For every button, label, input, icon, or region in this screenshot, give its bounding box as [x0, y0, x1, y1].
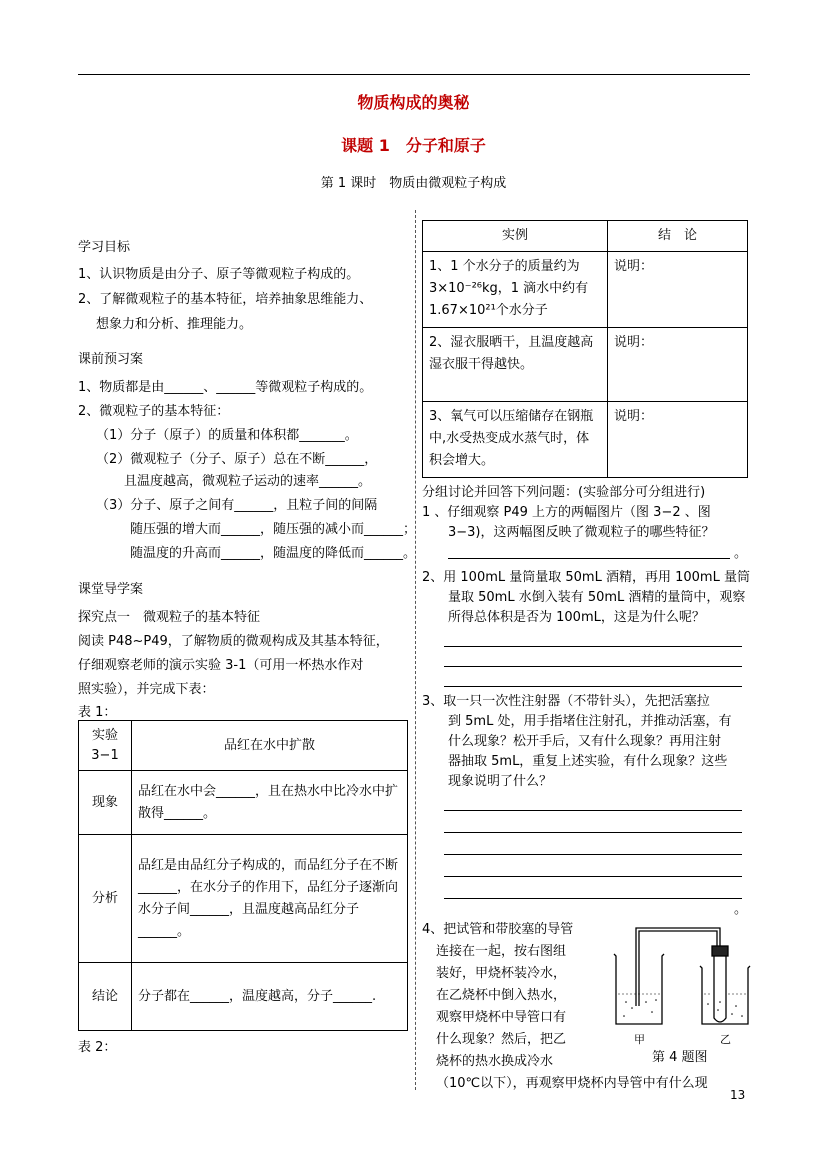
discuss-heading: 分组讨论并回答下列问题：(实验部分可分组进行) — [422, 485, 706, 500]
table1-label: 表 1： — [78, 705, 117, 720]
answer-line — [444, 810, 742, 811]
examples-table — [422, 220, 748, 478]
question-3c: 什么现象？松开手后，又有什么现象？再用注射 — [448, 734, 722, 749]
answer-line — [444, 854, 742, 855]
beaker-yi — [700, 966, 750, 1024]
table2-note: 说明： — [608, 252, 748, 328]
question-4e: 观察甲烧杯中导管口有 — [436, 1010, 567, 1025]
question-4d: 在乙烧杯中倒入热水， — [436, 988, 567, 1003]
read-text-b: 仔细观察老师的演示实验 3-1（可用一杯热水作对 — [78, 658, 364, 673]
question-4h: （10℃以下），再观察甲烧杯内导管中有什么现 — [436, 1076, 708, 1091]
table2-label: 表 2： — [78, 1040, 117, 1055]
question-1b: 3−3)，这两幅图反映了微观粒子的哪些特征？ — [448, 525, 715, 540]
lesson-title: 课题 1 分子和原子 — [341, 136, 486, 155]
question-2c: 所得总体积是否为 100mL，这是为什么呢？ — [448, 610, 705, 625]
rubber-stopper — [712, 946, 728, 956]
figure-label-jia: 甲 — [634, 1033, 645, 1046]
table2-example: 3、氧气可以压缩储存在钢瓶中,水受热变成水蒸气时，体积会增大。 — [423, 402, 608, 478]
table1-header-topic: 品红在水中扩散 — [132, 721, 408, 771]
answer-line — [444, 646, 742, 647]
answer-line — [444, 898, 742, 899]
answer-line — [444, 686, 742, 687]
answer-period: 。 — [734, 902, 748, 917]
explore-heading: 探究点一 微观粒子的基本特征 — [78, 610, 261, 625]
goal-1: 1、认识物质是由分子、原子等微观粒子构成的。 — [78, 267, 360, 282]
goals-heading: 学习目标 — [78, 240, 131, 255]
question-2b: 量取 50mL 水倒入装有 50mL 酒精的量筒中，观察 — [448, 590, 746, 605]
table2-header-example: 实例 — [423, 221, 608, 252]
preview-q2: 2、微观粒子的基本特征： — [78, 404, 230, 419]
read-text-a: 阅读 P48~P49，了解物质的微观构成及其基本特征， — [78, 634, 389, 649]
header-rule — [78, 74, 750, 75]
table1-row-label: 结论 — [79, 963, 132, 1031]
preview-q2-2b: 且温度越高，微观粒子运动的速率______。 — [124, 474, 372, 489]
table2-note: 说明： — [608, 402, 748, 478]
question-4c: 装好，甲烧杯装冷水， — [436, 966, 567, 981]
class-heading: 课堂导学案 — [78, 582, 144, 597]
table2-note: 说明： — [608, 328, 748, 402]
question-4b: 连接在一起，按右图组 — [436, 944, 567, 959]
answer-line — [444, 832, 742, 833]
question-3e: 现象说明了什么？ — [448, 774, 553, 789]
preview-q1: 1、物质都是由______、______等微观粒子构成的。 — [78, 380, 373, 395]
read-text-c: 照实验），并完成下表： — [78, 682, 215, 697]
preview-q2-1: （1）分子（原子）的质量和体积都_______。 — [96, 428, 358, 443]
table1-row-label: 现象 — [79, 771, 132, 835]
column-divider — [415, 210, 416, 1090]
table1-cell: 品红是由品红分子构成的，而品红分子在不断______，在水分子的作用下，品红分子逐渐向水分子间______，且温度越高品红分子______。 — [132, 835, 408, 963]
table1-row-label: 分析 — [79, 835, 132, 963]
experiment-table — [78, 720, 408, 1031]
question-4f: 什么现象？然后，把乙 — [436, 1032, 567, 1047]
question-4a: 4、把试管和带胶塞的导管 — [422, 922, 574, 937]
table1-cell: 分子都在______，温度越高，分子______. — [132, 963, 408, 1031]
preview-q2-3b: 随压强的增大而______，随压强的减小而______； — [130, 522, 417, 537]
question-1a: 1 、仔细观察 P49 上方的两幅图片（图 3−2 、图 — [422, 505, 711, 520]
page-number: 13 — [730, 1088, 746, 1102]
goal-2b: 想象力和分析、推理能力。 — [96, 317, 253, 332]
question-2a: 2、用 100mL 量筒量取 50mL 酒精，再用 100mL 量筒 — [422, 570, 750, 585]
question-3a: 3、取一只一次性注射器（不带针头），先把活塞拉 — [422, 694, 710, 709]
table1-header-experiment: 实验 3−1 — [79, 721, 132, 771]
table2-example: 2、湿衣服晒干，且温度越高湿衣服干得越快。 — [423, 328, 608, 402]
table2-header-conclusion: 结 论 — [608, 221, 748, 252]
answer-line — [448, 558, 730, 559]
question-3d: 器抽取 5mL，重复上述实验，有什么现象？这些 — [448, 754, 728, 769]
test-tube — [714, 956, 726, 1022]
table2-example: 1、1 个水分子的质量约为 3×10⁻²⁶kg，1 滴水中约有 1.67×10²¹个水分子 — [423, 252, 608, 328]
answer-line — [444, 876, 742, 877]
preview-q2-2a: （2）微观粒子（分子、原子）总在不断______， — [96, 452, 378, 467]
answer-period: 。 — [734, 546, 748, 561]
preview-q2-3a: （3）分子、原子之间有______，且粒子间的间隔 — [96, 498, 378, 513]
preview-heading: 课前预习案 — [78, 352, 144, 367]
lesson-subtitle: 第 1 课时 物质由微观粒子构成 — [320, 176, 507, 191]
figure-label-yi: 乙 — [720, 1033, 731, 1046]
figure-caption: 第 4 题图 — [652, 1050, 708, 1065]
page-title: 物质构成的奥秘 — [357, 93, 470, 112]
question-4g: 烧杯的热水换成冷水 — [436, 1054, 554, 1069]
table1-cell: 品红在水中会______，且在热水中比冷水中扩散得______。 — [132, 771, 408, 835]
goal-2a: 2、了解微观粒子的基本特征，培养抽象思维能力、 — [78, 292, 373, 307]
answer-line — [444, 666, 742, 667]
preview-q2-3c: 随温度的升高而______，随温度的降低而______。 — [130, 546, 417, 561]
glass-tube — [636, 928, 720, 1006]
question-3b: 到 5mL 处，用手指堵住注射孔，并推动活塞，有 — [448, 714, 732, 729]
